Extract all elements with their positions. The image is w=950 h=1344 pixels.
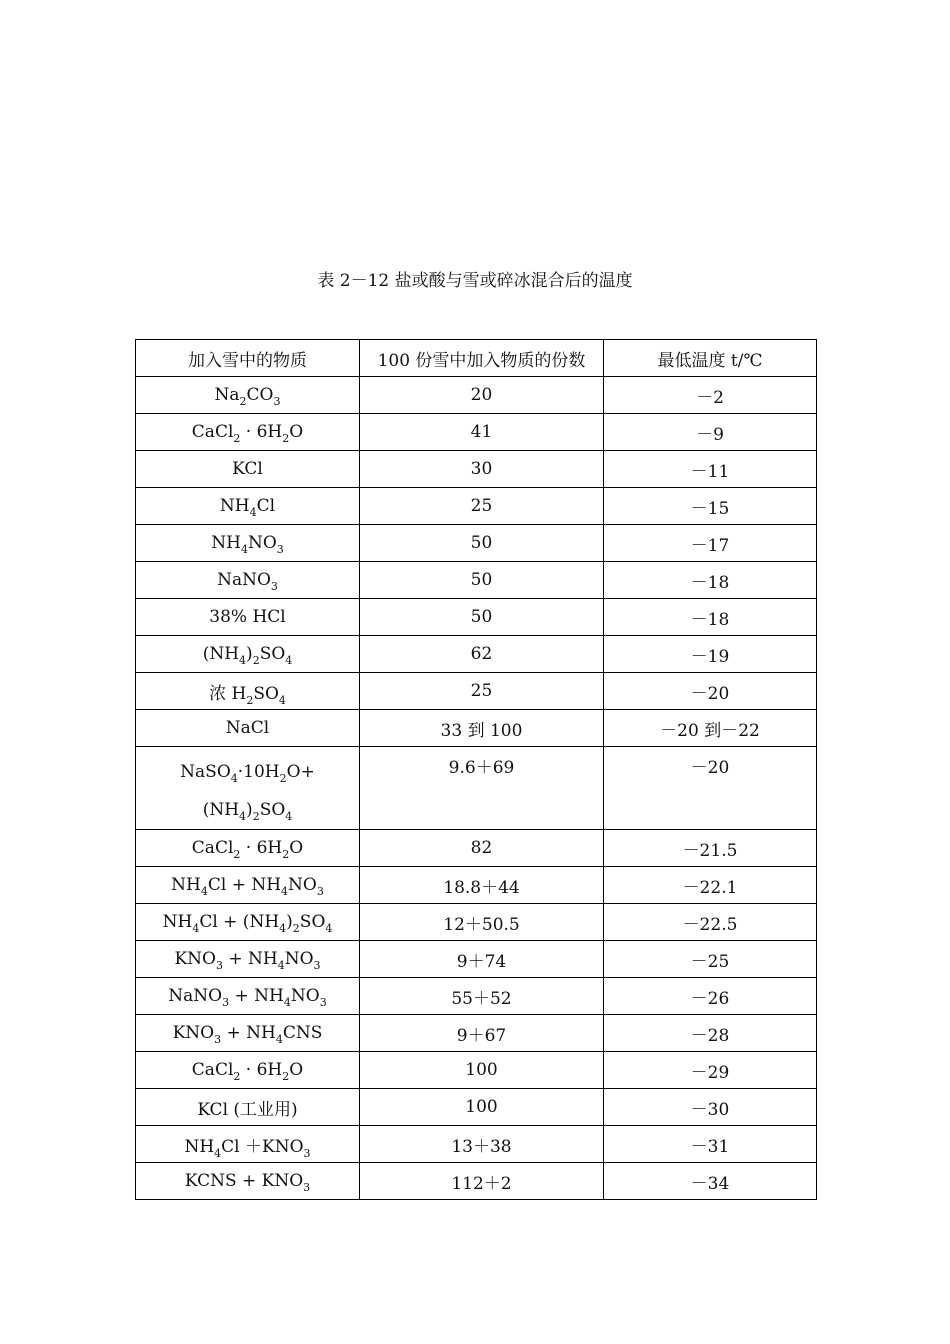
freezing-mixture-table (135, 339, 817, 1200)
cell-substance: $(NH_4)_2SO_4$ (136, 636, 360, 673)
header-substance: 加入雪中的物质 (136, 340, 360, 377)
table-header-row (136, 340, 817, 377)
cell-min-temp: －19 (604, 636, 817, 673)
cell-substance: KCl (工业用) (136, 1089, 360, 1126)
cell-min-temp: －30 (604, 1089, 817, 1126)
table-row (136, 941, 817, 978)
cell-substance: NaNO$_3$ + $NH_4NO_3$ (136, 978, 360, 1015)
cell-parts: 82 (360, 830, 604, 867)
cell-parts: 25 (360, 488, 604, 525)
cell-min-temp: －31 (604, 1126, 817, 1163)
table-row (136, 377, 817, 414)
cell-substance: NaCl (136, 710, 360, 747)
cell-min-temp: －28 (604, 1015, 817, 1052)
cell-min-temp: －17 (604, 525, 817, 562)
cell-substance: KCl (136, 451, 360, 488)
cell-parts: 55＋52 (360, 978, 604, 1015)
cell-parts: 12＋50.5 (360, 904, 604, 941)
cell-substance (136, 747, 360, 830)
table-row (136, 1089, 817, 1126)
cell-substance: $NH_4Cl + NH_4NO_3$ (136, 867, 360, 904)
cell-parts: 50 (360, 525, 604, 562)
cell-min-temp: －18 (604, 599, 817, 636)
cell-parts: 33 到 100 (360, 710, 604, 747)
substance-formula: $NaSO_4\cdot 10H_2O+(NH_4)_2SO_4$ (180, 762, 315, 823)
cell-min-temp: －9 (604, 414, 817, 451)
cell-min-temp: －2 (604, 377, 817, 414)
cell-min-temp: －21.5 (604, 830, 817, 867)
cell-min-temp: －18 (604, 562, 817, 599)
cell-parts: 9＋67 (360, 1015, 604, 1052)
cell-min-temp: －11 (604, 451, 817, 488)
cell-substance: $KNO_3 + NH_4CNS$ (136, 1015, 360, 1052)
cell-min-temp: －20 到－22 (604, 710, 817, 747)
cell-parts: 25 (360, 673, 604, 710)
cell-parts: 100 (360, 1089, 604, 1126)
cell-parts: 9.6＋69 (360, 747, 604, 830)
cell-parts: 30 (360, 451, 604, 488)
table-body (136, 340, 817, 1200)
table-row (136, 1126, 817, 1163)
cell-substance: 浓 $H_2SO_4$ (136, 673, 360, 710)
table-row (136, 636, 817, 673)
cell-parts: 41 (360, 414, 604, 451)
cell-min-temp: －20 (604, 747, 817, 830)
table-row (136, 599, 817, 636)
cell-substance: NaNO$_3$ (136, 562, 360, 599)
cell-parts: 112＋2 (360, 1163, 604, 1200)
table-row (136, 710, 817, 747)
cell-min-temp: －20 (604, 673, 817, 710)
cell-parts: 18.8＋44 (360, 867, 604, 904)
cell-parts: 62 (360, 636, 604, 673)
cell-min-temp: －25 (604, 941, 817, 978)
table-row (136, 673, 817, 710)
cell-substance: CaCl$_2$ · $6H_2O$ (136, 414, 360, 451)
cell-min-temp: －34 (604, 1163, 817, 1200)
cell-substance: $Na_2CO_3$ (136, 377, 360, 414)
cell-parts: 50 (360, 599, 604, 636)
header-parts: 100 份雪中加入物质的份数 (360, 340, 604, 377)
cell-parts: 9＋74 (360, 941, 604, 978)
cell-substance: $NH_4Cl +KNO_3$ (136, 1126, 360, 1163)
table-row (136, 488, 817, 525)
cell-parts: 50 (360, 562, 604, 599)
cell-substance: $KNO_3 + NH_4NO_3$ (136, 941, 360, 978)
cell-substance: CaCl$_2$ · $6H_2O$ (136, 830, 360, 867)
cell-parts: 13＋38 (360, 1126, 604, 1163)
table-row (136, 830, 817, 867)
table-row (136, 562, 817, 599)
table-row (136, 1015, 817, 1052)
cell-min-temp: －29 (604, 1052, 817, 1089)
cell-parts: 100 (360, 1052, 604, 1089)
table-row (136, 867, 817, 904)
table-row (136, 904, 817, 941)
table-row (136, 414, 817, 451)
cell-min-temp: －22.5 (604, 904, 817, 941)
cell-substance: $NH_4Cl$ (136, 488, 360, 525)
cell-parts: 20 (360, 377, 604, 414)
cell-substance: 38% HCl (136, 599, 360, 636)
cell-substance: $NH_4Cl + (NH_4)_2SO_4$ (136, 904, 360, 941)
cell-substance: CaCl$_2$ · $6H_2O$ (136, 1052, 360, 1089)
table-row (136, 525, 817, 562)
table-row (136, 978, 817, 1015)
cell-substance: KCNS + $KNO_3$ (136, 1163, 360, 1200)
cell-min-temp: －15 (604, 488, 817, 525)
table-caption: 表 2－12 盐或酸与雪或碎冰混合后的温度 (317, 271, 633, 291)
table-row (136, 451, 817, 488)
cell-substance: $NH_4NO_3$ (136, 525, 360, 562)
cell-min-temp: －22.1 (604, 867, 817, 904)
table-row (136, 747, 817, 830)
table-row (136, 1163, 817, 1200)
cell-min-temp: －26 (604, 978, 817, 1015)
header-min-temp: 最低温度 t/℃ (604, 340, 817, 377)
table-row (136, 1052, 817, 1089)
